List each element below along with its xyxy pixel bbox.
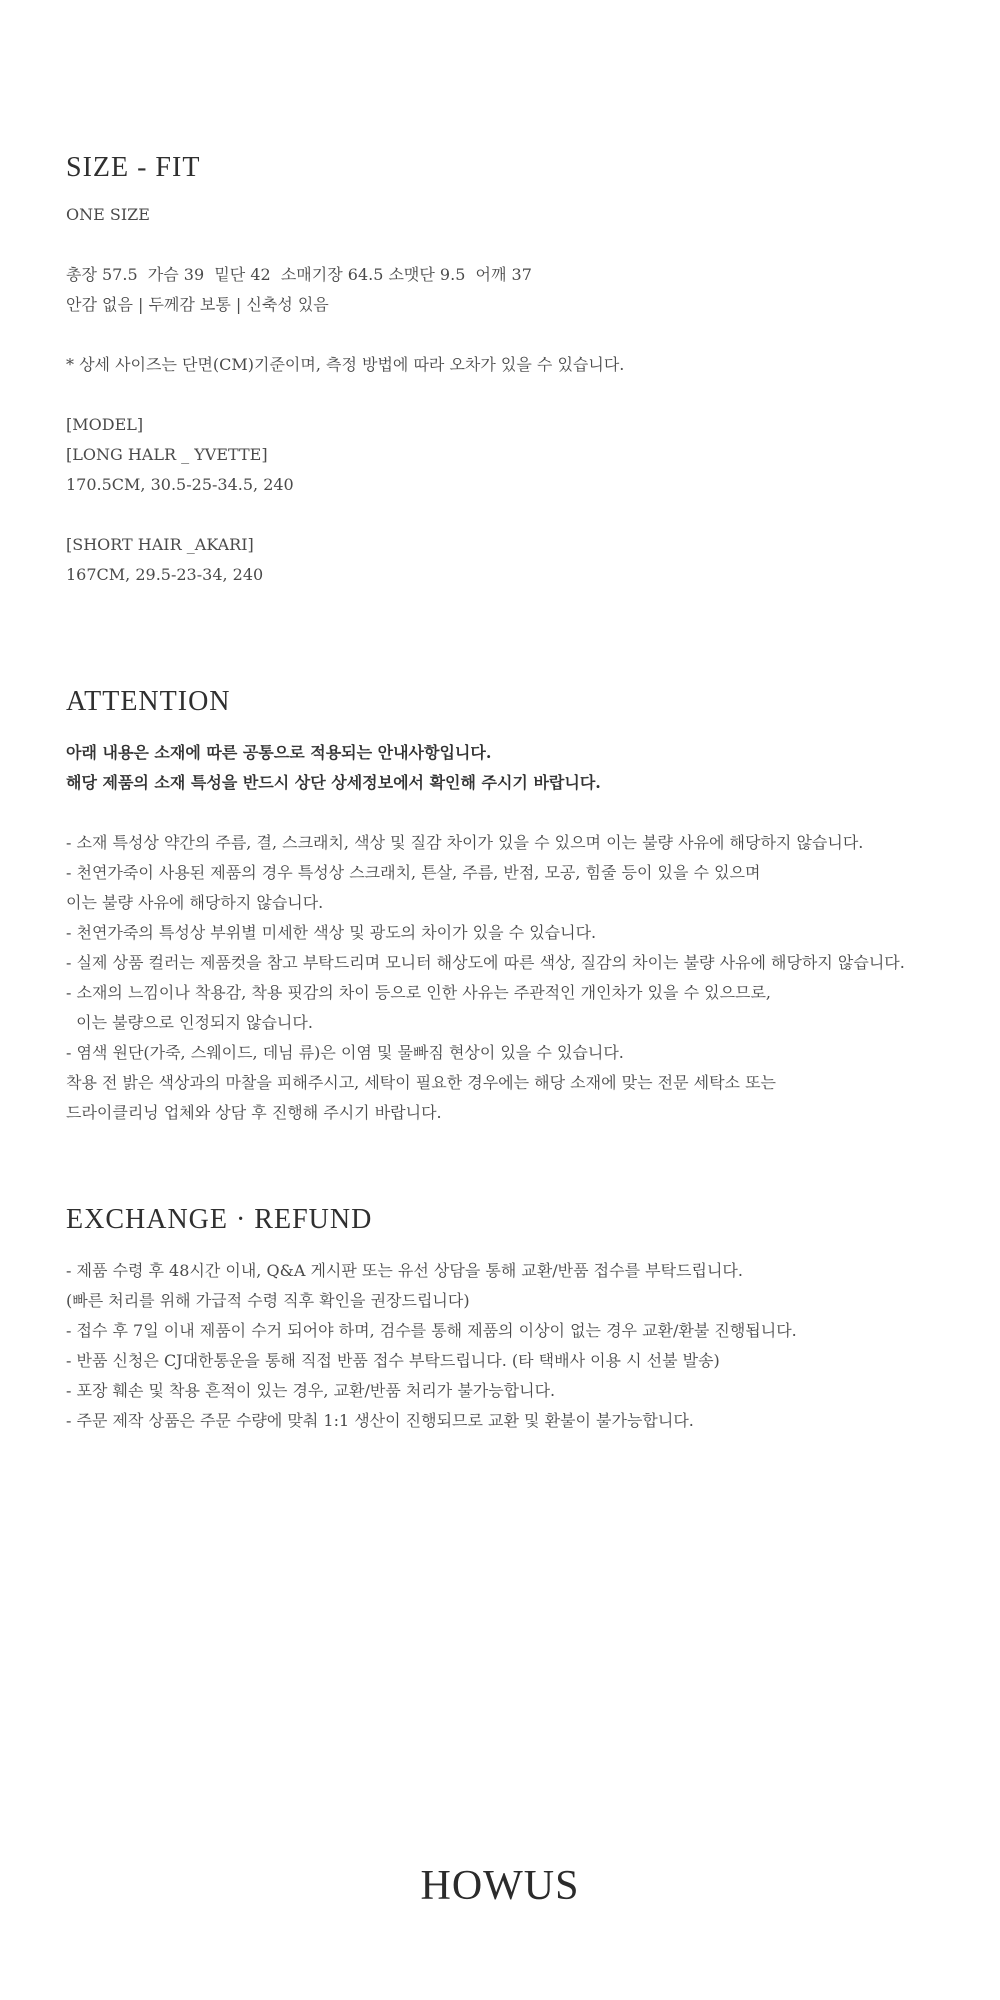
- exchange-refund-section: [66, 1206, 966, 1436]
- attention-line: 이는 불량으로 인정되지 않습니다.: [66, 1013, 313, 1032]
- attention-line: 착용 전 밝은 색상과의 마찰을 피해주시고, 세탁이 필요한 경우에는 해당 소재에 맞는 전문 세탁소 또는: [66, 1073, 776, 1092]
- fabric-info: 안감 없음 | 두께감 보통 | 신축성 있음: [66, 295, 329, 314]
- model-label: [MODEL]: [66, 415, 144, 434]
- model1-name: [LONG HALR _ YVETTE]: [66, 445, 268, 464]
- model2-name: [SHORT HAIR _AKARI]: [66, 535, 254, 554]
- size-note: * 상세 사이즈는 단면(CM)기준이며, 측정 방법에 따라 오차가 있을 수 있습니다.: [66, 355, 625, 374]
- exchange-line: - 접수 후 7일 이내 제품이 수거 되어야 하며, 검수를 통해 제품의 이상이 없는 경우 교환/환불 진행됩니다.: [66, 1321, 797, 1340]
- attention-line: 이는 불량 사유에 해당하지 않습니다.: [66, 893, 324, 912]
- attention-line: - 소재 특성상 약간의 주름, 결, 스크래치, 색상 및 질감 차이가 있을 수 있으며 이는 불량 사유에 해당하지 않습니다.: [66, 833, 864, 852]
- model2-spec: 167CM, 29.5-23-34, 240: [66, 565, 264, 584]
- size-fit-heading: SIZE - FIT: [66, 152, 201, 183]
- size-fit-section: [66, 154, 966, 590]
- exchange-refund-heading: EXCHANGE · REFUND: [66, 1204, 373, 1235]
- attention-intro-2: 해당 제품의 소재 특성을 반드시 상단 상세정보에서 확인해 주시기 바랍니다.: [66, 773, 601, 792]
- attention-heading: ATTENTION: [66, 686, 231, 717]
- brand-logo: HOWUS: [420, 1863, 580, 1909]
- size-measurements: 총장 57.5 가슴 39 밑단 42 소매기장 64.5 소맷단 9.5 어깨 37: [66, 265, 532, 284]
- attention-line: - 소재의 느낌이나 착용감, 착용 핏감의 차이 등으로 인한 사유는 주관적인 개인차가 있을 수 있으므로,: [66, 983, 772, 1002]
- attention-line: - 천연가죽이 사용된 제품의 경우 특성상 스크래치, 튼살, 주름, 반점, 모공, 힘줄 등이 있을 수 있으며: [66, 863, 761, 882]
- size-label: ONE SIZE: [66, 205, 150, 224]
- attention-line: - 천연가죽의 특성상 부위별 미세한 색상 및 광도의 차이가 있을 수 있습니다.: [66, 923, 597, 942]
- attention-line: 드라이클리닝 업체와 상담 후 진행해 주시기 바랍니다.: [66, 1103, 442, 1122]
- exchange-line: (빠른 처리를 위해 가급적 수령 직후 확인을 권장드립니다): [66, 1291, 470, 1310]
- attention-line: - 실제 상품 컬러는 제품컷을 참고 부탁드리며 모니터 해상도에 따른 색상, 질감의 차이는 불량 사유에 해당하지 않습니다.: [66, 953, 905, 972]
- attention-intro-1: 아래 내용은 소재에 따른 공통으로 적용되는 안내사항입니다.: [66, 743, 492, 762]
- exchange-line: - 포장 훼손 및 착용 흔적이 있는 경우, 교환/반품 처리가 불가능합니다.: [66, 1381, 556, 1400]
- attention-section: [66, 688, 966, 1128]
- exchange-line: - 주문 제작 상품은 주문 수량에 맞춰 1:1 생산이 진행되므로 교환 및 환불이 불가능합니다.: [66, 1411, 694, 1430]
- exchange-line: - 반품 신청은 CJ대한통운을 통해 직접 반품 접수 부탁드립니다. (타 택배사 이용 시 선불 발송): [66, 1351, 720, 1370]
- model1-spec: 170.5CM, 30.5-25-34.5, 240: [66, 475, 294, 494]
- attention-line: - 염색 원단(가죽, 스웨이드, 데님 류)은 이염 및 물빠짐 현상이 있을 수 있습니다.: [66, 1043, 624, 1062]
- exchange-line: - 제품 수령 후 48시간 이내, Q&A 게시판 또는 유선 상담을 통해 교환/반품 접수를 부탁드립니다.: [66, 1261, 743, 1280]
